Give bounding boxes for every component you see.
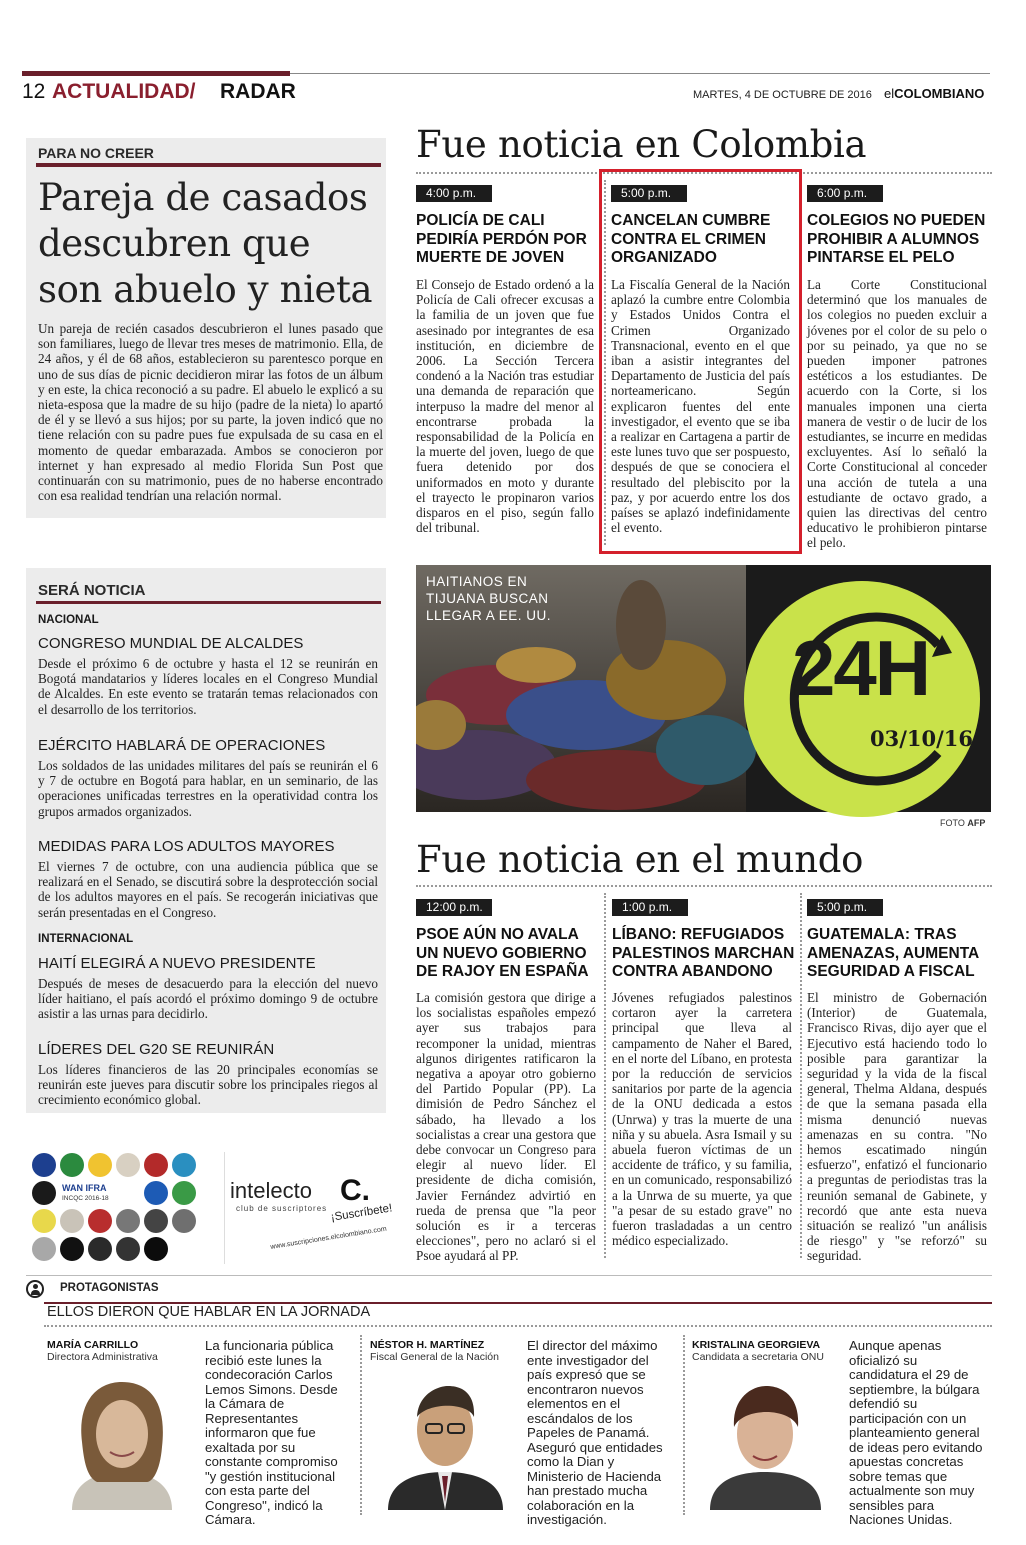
portrait-icon bbox=[52, 1372, 192, 1510]
mundo-title-rule bbox=[416, 885, 992, 887]
page-number: 12 bbox=[22, 80, 46, 103]
person-text-1: La funcionaria pública recibió este lunes la condecoración Carlos Lemos Simons. Desde la Cámara de Representantes informaron que fue exaltada por su constante compromiso "y gestión institucional con esta parte del Congreso", indicó la Cámara. bbox=[205, 1338, 338, 1527]
mundo-body-2: Jóvenes refugiados palestinos cortaron ayer la carretera principal que lleva al campamento de Naher el Bared, en el norte del Líbano, en protesta por la reducción de servicios sanitarios por parte de la agencia de la ONU dedicada a estos (Unrwa) y tras la muerte de una niña y su abuela. Asra Ismail y su abuela fueron víctimas de un accidente de tráfico, y su familia, en un comunicado, responsabilizó a la Unrwa de su muerte, ya que "a pesar de su estado grave" no fueron trasladadas a un centro médico especializado. bbox=[612, 990, 792, 1249]
suscribete-url[interactable]: www.suscripciones.elcolombiano.com bbox=[270, 1225, 388, 1251]
para-no-creer-body: Un pareja de recién casados descubrieron el lunes pasado que son familiares, luego de llevar tres meses de matrimonio. Ella, de 24 años, y él de 68 años, establecieron su parentesco porque en uno de sus días de picnic decidieron mirar las fotos de un álbum y en este, la chica reconoció a su padre. El abuelo le explicó a su nieta-esposa que la madre de su hijo (padre de la nieta) lo apartó de él y se llevó a sus hijos; por su parte, la joven indicó que no tiene relación con su padre pues fue expulsada de su casa en el momento de quedar embarazada. Ambos se conocieron por internet y han expresado al medio Florida Sun Post que continuarán con su matrimonio, pues de no haberse encontrado con esa realidad tendrían una relación normal. bbox=[38, 321, 383, 504]
mundo-divider-1 bbox=[604, 893, 606, 1258]
internacional-label: INTERNACIONAL bbox=[38, 933, 134, 945]
waninfra-logo: WAN IFRA bbox=[62, 1183, 107, 1193]
sera-noticia-label: SERÁ NOTICIA bbox=[38, 582, 146, 599]
brand-name: COLOMBIANO bbox=[894, 86, 985, 101]
photo-credit bbox=[940, 818, 985, 828]
portrait-icon bbox=[698, 1372, 833, 1510]
person-name-1: MARÍA CARRILLO bbox=[47, 1339, 139, 1351]
portrait-icon bbox=[378, 1372, 513, 1510]
mundo-headline-1: PSOE AÚN NO AVALA UN NUEVO GOBIERNO DE RAJOY EN ESPAÑA bbox=[416, 926, 589, 980]
color-swatch bbox=[116, 1209, 140, 1233]
header-accent-bar bbox=[22, 71, 290, 76]
issue-date: MARTES, 4 DE OCTUBRE DE 2016 bbox=[693, 89, 872, 101]
colombia-headline-1: POLICÍA DE CALI PEDIRÍA PERDÓN POR MUERTE DE JOVEN bbox=[416, 212, 587, 266]
para-no-creer-title: Pareja de casados descubren que son abuelo y nieta bbox=[38, 176, 373, 311]
color-swatch bbox=[144, 1181, 168, 1205]
protagonistas-label: PROTAGONISTAS bbox=[60, 1282, 159, 1294]
person-icon bbox=[26, 1280, 44, 1298]
colombia-title: Fue noticia en Colombia bbox=[416, 123, 867, 166]
color-swatch bbox=[144, 1209, 168, 1233]
mundo-time-3: 5:00 p.m. bbox=[807, 899, 883, 916]
person-text-2: El director del máximo ente investigador del país expresó que se encontraron nuevos elementos en el escándalos de los Papeles de Panamá. Aseguró que entidades como la Dian y Ministerio de Hacienda han prestado mucha colaboración en la investigación. bbox=[527, 1338, 663, 1527]
person-photo-1 bbox=[52, 1372, 192, 1510]
colombia-headline-2: CANCELAN CUMBRE CONTRA EL CRIMEN ORGANIZADO bbox=[611, 212, 771, 266]
suscribete-link[interactable]: ¡Suscríbete! bbox=[330, 1202, 394, 1224]
photo-credit-name: AFP bbox=[967, 818, 986, 828]
protagonistas-divider-2 bbox=[683, 1335, 685, 1515]
color-swatch bbox=[88, 1209, 112, 1233]
subsection-name: RADAR bbox=[220, 80, 296, 103]
color-swatch bbox=[116, 1237, 140, 1261]
brand-logo bbox=[884, 86, 984, 101]
mundo-headline-3: GUATEMALA: TRAS AMENAZAS, AUMENTA SEGURIDAD A FISCAL bbox=[807, 926, 979, 980]
color-swatch bbox=[172, 1209, 196, 1233]
intelecto-name: intelecto bbox=[230, 1178, 312, 1203]
color-swatch bbox=[144, 1237, 168, 1261]
person-photo-2 bbox=[378, 1372, 513, 1510]
nacional-body-2: Los soldados de las unidades militares del país se reunirán el 6 y 7 de octubre en Bogotá para hablar, en un seminario, de las operaciones unificadas terrestres en la operatividad contra los grupos armados organizados. bbox=[38, 758, 378, 819]
waninfra-sub: INCQC 2016-18 bbox=[62, 1195, 109, 1202]
brand-prefix: el bbox=[884, 86, 895, 101]
protagonistas-divider-1 bbox=[360, 1335, 362, 1515]
mundo-body-1: La comisión gestora que dirige a los socialistas españoles empezó ayer sus trabajos para recomponer la unidad, mientras algunos dirigentes ratificaron la negativa a apoyar otro gobierno del Partido Popular (PP). La dimisión de Pedro Sánchez el sábado, ha llevado a los socialistas a crear una gestora que debe convocar un Congreso para elegir al nuevo líder. El presidente de dicha comisión, Javier Fernández advirtió en rueda de prensa que "la peor solución es ir a terceras elecciones", pero no aclaró si el Psoe ayudará al PP. bbox=[416, 990, 596, 1264]
person-role-3: Candidata a secretaria ONU bbox=[692, 1351, 824, 1363]
colombia-body-1: El Consejo de Estado ordenó a la Policía de Cali ofrecer excusas a la familia de un joven que fue asesinado por integrantes de esa institución, en diciembre de 2006. La Sección Tercera condenó a la Nación tras estudiar una demanda de reparación que interpuso la madre del menor al encontrarse probada la responsabilidad de la Policía en la muerte del joven, luego de que fuera detenido por dos uniformados en moto y durante el trayecto le propinaron varios disparos en el piso, según fallo del tribunal. bbox=[416, 277, 594, 536]
person-name-3: KRISTALINA GEORGIEVA bbox=[692, 1339, 821, 1351]
section-name: ACTUALIDAD/ bbox=[52, 80, 196, 103]
para-no-creer-label: PARA NO CREER bbox=[38, 145, 154, 161]
mundo-time-2: 1:00 p.m. bbox=[612, 899, 688, 916]
colombia-headline-3: COLEGIOS NO PUEDEN PROHIBIR A ALUMNOS PINTARSE EL PELO bbox=[807, 212, 986, 266]
color-swatch bbox=[60, 1209, 84, 1233]
color-swatch bbox=[32, 1209, 56, 1233]
colombia-body-2: La Fiscalía General de la Nación aplazó la cumbre entre Colombia y Estados Unidos Contra el Crimen Organizado Transnacional, evento en el que iban a asistir integrantes del Departamento de Justicia del país norteamericano. Según explicaron fuentes del ente investigador, el evento que se iba a realizar en Cartagena a partir de este lunes tuvo que ser pospuesto, después de que se conociera el resultado del plebiscito por la paz, y por acuerdo entre los dos países se aplazó indefinidamente el evento. bbox=[611, 277, 790, 536]
mundo-body-3: El ministro de Gobernación (Interior) de Guatemala, Francisco Rivas, dijo ayer que el Ejecutivo está haciendo todo lo posible para garantizar la seguridad y la vida de la fiscal general, Thelma Aldana, después de que la semana pasada ella misma denunció nuevas amenazas en su contra. "No hemos escatimado ningún esfuerzo", enfatizó el funcionario a preguntas de periodistas tras la reunión semanal de Gabinete, y recordó que ante esta nueva situación se realizó "un análisis de riesgo" y "se reforzó" su seguridad. bbox=[807, 990, 987, 1264]
person-role-2: Fiscal General de la Nación bbox=[370, 1351, 499, 1363]
protagonistas-top-rule bbox=[26, 1275, 992, 1276]
color-swatch bbox=[88, 1237, 112, 1261]
colombia-time-1: 4:00 p.m. bbox=[416, 185, 492, 202]
colombia-time-3: 6:00 p.m. bbox=[807, 185, 883, 202]
nacional-label: NACIONAL bbox=[38, 614, 99, 626]
mundo-time-1: 12:00 p.m. bbox=[416, 899, 492, 916]
mundo-title: Fue noticia en el mundo bbox=[416, 838, 864, 881]
internacional-body-2: Los líderes financieros de las 20 principales economías se reunirán este jueves para discutir sobre los principales riegos al crecimiento económico global. bbox=[38, 1062, 378, 1108]
photo-credit-prefix: FOTO bbox=[940, 818, 965, 828]
intelecto-mark: C. bbox=[340, 1174, 370, 1207]
color-swatch bbox=[32, 1181, 56, 1205]
internacional-body-1: Después de meses de desacuerdo para la elección del nuevo líder haitiano, el país acordó el próximo domingo 9 de octubre asistir a las urnas para decidirlo. bbox=[38, 976, 378, 1022]
color-swatch bbox=[60, 1153, 84, 1177]
protagonistas-subtitle: ELLOS DIERON QUE HABLAR EN LA JORNADA bbox=[47, 1304, 371, 1320]
mundo-headline-2: LÍBANO: REFUGIADOS PALESTINOS MARCHAN CONTRA ABANDONO bbox=[612, 926, 795, 980]
color-swatch bbox=[32, 1153, 56, 1177]
color-swatch bbox=[172, 1153, 196, 1177]
internacional-headline-1: HAITÍ ELEGIRÁ A NUEVO PRESIDENTE bbox=[38, 955, 316, 972]
header-rule bbox=[290, 73, 990, 74]
24h-badge-text: 24H bbox=[792, 624, 930, 712]
24h-badge-date: 03/10/16 bbox=[870, 726, 974, 751]
nacional-headline-2: EJÉRCITO HABLARÁ DE OPERACIONES bbox=[38, 737, 326, 754]
para-no-creer-rule bbox=[36, 163, 381, 167]
mundo-divider-2 bbox=[800, 893, 802, 1258]
nacional-headline-1: CONGRESO MUNDIAL DE ALCALDES bbox=[38, 635, 304, 652]
protagonistas-dot-rule bbox=[44, 1325, 992, 1327]
nacional-body-3: El viernes 7 de octubre, con una audiencia pública que se realizará en el Senado, se discutirá sobre la desprotección social de los adultos mayores en el país. Se recogerán iniciativas que serán presentadas en el Congreso. bbox=[38, 859, 378, 920]
colombia-body-3: La Corte Constitucional determinó que los manuales de los colegios no pueden excluir a jóvenes por el color de su pelo o por su peinado, ya que no se pueden imponer patrones estéticos a los estudiantes. De acuerdo con la Corte, si los manuales imponen una cierta manera de vestir o de lucir de los estudiantes, se incurre en medidas excluyentes. Así lo señaló la Corte Constitucional al conceder una acción de tutela a una estudiante de octavo grado, a quien las directivas del centro educativo le prohibieron pintarse el pelo. bbox=[807, 277, 987, 551]
nacional-headline-3: MEDIDAS PARA LOS ADULTOS MAYORES bbox=[38, 838, 335, 855]
color-swatch bbox=[144, 1153, 168, 1177]
colombia-time-2: 5:00 p.m. bbox=[611, 185, 687, 202]
person-photo-3 bbox=[698, 1372, 833, 1510]
color-swatch bbox=[60, 1237, 84, 1261]
person-text-3: Aunque apenas oficializó su candidatura el 29 de septiembre, la búlgara defendió su participación con un planteamiento general de ideas pero evitando apuestas concretas sobre temas que actualmente son muy sensibles para Naciones Unidas. bbox=[849, 1338, 983, 1527]
nacional-body-1: Desde el próximo 6 de octubre y hasta el 12 se reunirán en Bogotá mandatarios y líderes locales en el Congreso Mundial de Alcaldes. En este evento se tratarán temas relacionados con el desarrollo de los territorios. bbox=[38, 656, 378, 717]
color-swatch bbox=[88, 1153, 112, 1177]
photo-caption: HAITIANOS EN TIJUANA BUSCAN LLEGAR A EE. UU. bbox=[426, 574, 552, 623]
intelecto-sub: club de suscriptores bbox=[236, 1204, 328, 1213]
internacional-headline-2: LÍDERES DEL G20 SE REUNIRÁN bbox=[38, 1041, 275, 1058]
color-swatch bbox=[32, 1237, 56, 1261]
person-name-2: NÉSTOR H. MARTÍNEZ bbox=[370, 1339, 485, 1351]
color-swatch bbox=[116, 1153, 140, 1177]
sera-noticia-rule bbox=[36, 601, 381, 604]
color-swatch bbox=[172, 1181, 196, 1205]
person-role-1: Directora Administrativa bbox=[47, 1351, 158, 1363]
